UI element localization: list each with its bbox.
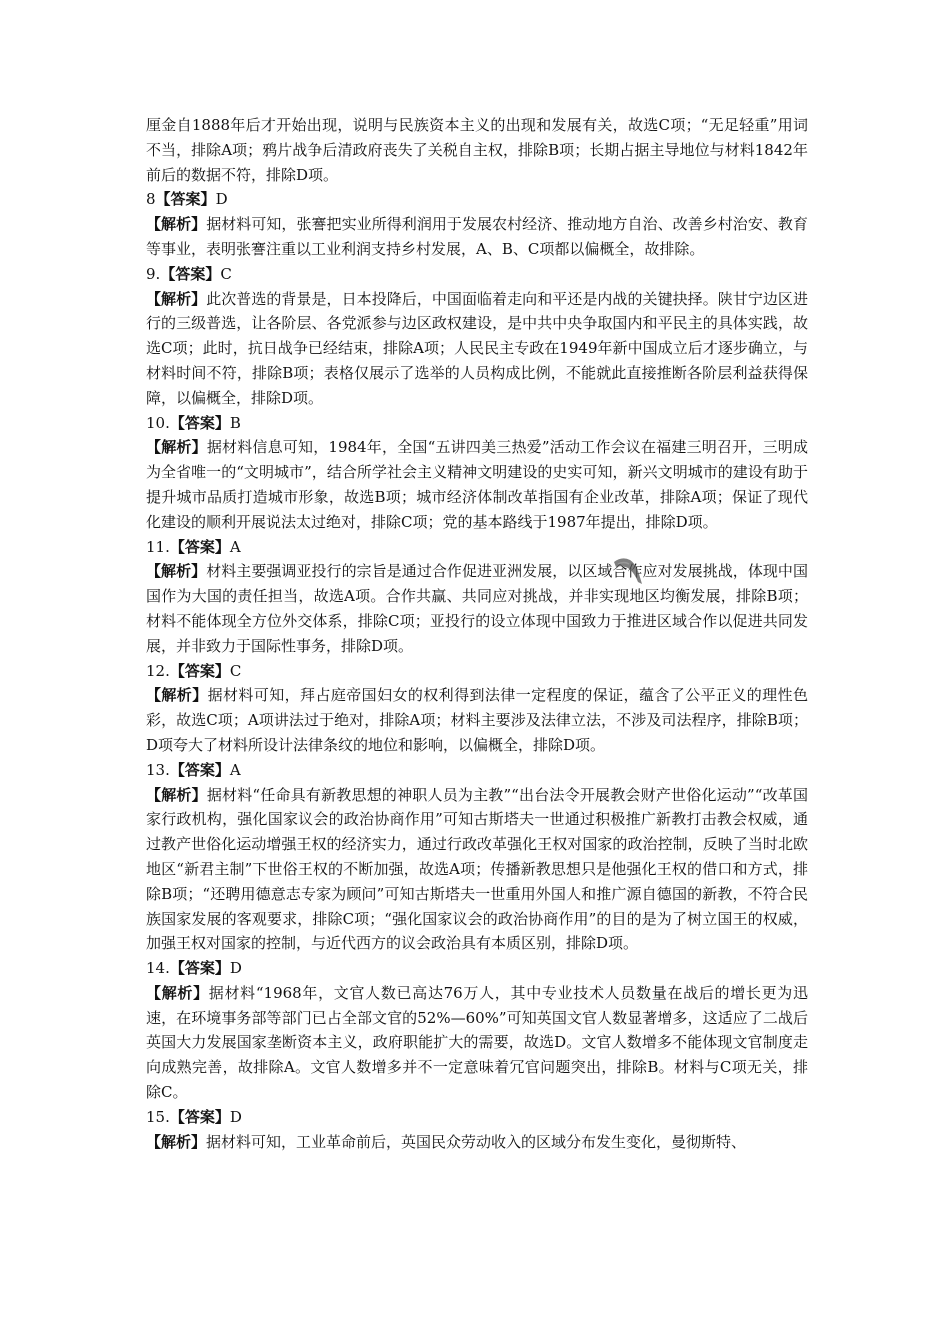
analysis-label: 【解析】 [146, 289, 207, 308]
answer-line-11 [146, 535, 808, 560]
analysis-paragraph-13 [146, 783, 808, 957]
question-number: 9. [146, 264, 161, 283]
analysis-paragraph-12 [146, 683, 808, 757]
question-number: 12. [146, 661, 170, 680]
answer-choice: A [229, 760, 241, 779]
answer-label: 【答案】 [169, 1107, 230, 1126]
analysis-paragraph-14 [146, 981, 808, 1105]
analysis-paragraph-10 [146, 435, 808, 534]
answer-line-12 [146, 659, 808, 684]
answer-choice: D [229, 959, 242, 978]
analysis-label: 【解析】 [146, 215, 207, 234]
answer-label: 【答案】 [169, 413, 230, 432]
analysis-paragraph-11 [146, 559, 808, 658]
analysis-label: 【解析】 [146, 983, 209, 1002]
answer-choice: A [229, 537, 241, 556]
analysis-text: 厘金自1888年后才开始出现，说明与民族资本主义的出现和发展有关，故选C项；“无足轻重”用词不当，排除A项；鸦片战争后清政府丧失了关税自主权，排除B项；长期占据主导地位与材料1842年前后的数据不符，排除D项。 [146, 116, 808, 184]
answer-choice: C [229, 661, 242, 680]
question-number: 8 [146, 190, 156, 209]
answer-analysis-content [146, 113, 808, 1154]
analysis-label: 【解析】 [146, 785, 207, 804]
answer-line-14 [146, 956, 808, 981]
answer-label: 【答案】 [169, 959, 230, 978]
question-number: 11. [146, 537, 170, 556]
analysis-text: 据材料“1968年，文官人数已高达76万人，其中专业技术人员数量在战后的增长更为迅速，在环境事务部等部门已占全部文官的52%—60%”可知英国文官人数显著增多，这适应了二战后英国大力发展国家垄断资本主义，政府职能扩大的需要，故选D。文官人数增多不能体现文官制度走向成熟完善，故排除A。文官人数增多并不一定意味着冗官问题突出，排除B。材料与C项无关，排除C。 [146, 983, 808, 1102]
answer-line-13 [146, 758, 808, 783]
answer-label: 【答案】 [169, 661, 230, 680]
scan-smudge-mark [612, 556, 644, 586]
analysis-paragraph-7 [146, 113, 808, 187]
answer-label: 【答案】 [169, 760, 230, 779]
answer-line-9 [146, 262, 808, 287]
analysis-paragraph-15 [146, 1130, 808, 1155]
analysis-label: 【解析】 [146, 562, 207, 581]
answer-choice: B [229, 413, 241, 432]
analysis-label: 【解析】 [146, 438, 207, 457]
question-number: 14. [146, 959, 170, 978]
analysis-paragraph-8 [146, 212, 808, 262]
analysis-paragraph-9 [146, 287, 808, 411]
answer-line-15 [146, 1105, 808, 1130]
answer-label: 【答案】 [155, 190, 216, 209]
analysis-label: 【解析】 [146, 686, 208, 705]
answer-choice: C [220, 264, 232, 283]
answer-line-10 [146, 411, 808, 436]
analysis-text: 据材料“任命具有新教思想的神职人员为主教”“出台法令开展教会财产世俗化运动”“改革国家行政机构，强化国家议会的政治协商作用”可知古斯塔夫一世通过积极推广新教打击教会权威，通过教产世俗化运动增强王权的经济实力，通过行政改革强化王权对国家的政治控制，反映了当时北欧地区“新君主制”下世俗王权的不断加强，故选A项；传播新教思想只是他强化王权的借口和方式，排除B项；“还聘用德意志专家为顾问”可知古斯塔夫一世重用外国人和推广源自德国的新教，不符合民族国家发展的客观要求，排除C项；“强化国家议会的政治协商作用”的目的是为了树立国王的权威，加强王权对国家的控制，与近代西方的议会政治具有本质区别，排除D项。 [146, 785, 808, 953]
analysis-text: 据材料可知，拜占庭帝国妇女的权利得到法律一定程度的保证，蕴含了公平正义的理性色彩，故选C项；A项讲法过于绝对，排除A项；材料主要涉及法律立法，不涉及司法程序，排除B项；D项夸大了材料所设计法律条纹的地位和影响，以偏概全，排除D项。 [146, 686, 808, 754]
analysis-text: 材料主要强调亚投行的宗旨是通过合作促进亚洲发展，以区域合作应对发展挑战，体现中国国作为大国的责任担当，故选A项。合作共赢、共同应对挑战，并非实现地区均衡发展，排除B项；材料不能体现全方位外交体系，排除C项；亚投行的设立体现中国致力于推进区域合作以促进共同发展，并非致力于国际性事务，排除D项。 [146, 562, 808, 655]
analysis-text: 据材料可知，工业革命前后，英国民众劳动收入的区域分布发生变化，曼彻斯特、 [206, 1132, 747, 1151]
analysis-text: 据材料信息可知，1984年，全国“五讲四美三热爱”活动工作会议在福建三明召开，三明成为全省唯一的“文明城市”，结合所学社会主义精神文明建设的史实可知，新兴文明城市的建设有助于提升城市品质打造城市形象，故选B项；城市经济体制改革指国有企业改革，排除A项；保证了现代化建设的顺利开展说法太过绝对，排除C项；党的基本路线于1987年提出，排除D项。 [146, 438, 808, 531]
answer-choice: D [215, 190, 228, 209]
question-number: 10. [146, 413, 170, 432]
question-number: 15. [146, 1107, 170, 1126]
answer-line-8 [146, 187, 808, 212]
analysis-text: 此次普选的背景是，日本投降后，中国面临着走向和平还是内战的关键抉择。陕甘宁边区进行的三级普选，让各阶层、各党派参与边区政权建设，是中共中央争取国内和平民主的具体实践，故选C项；此时，抗日战争已经结束，排除A项；人民民主专政在1949年新中国成立后才逐步确立，与材料时间不符，排除B项；表格仅展示了选举的人员构成比例，不能就此直接推断各阶层利益获得保障，以偏概全，排除D项。 [146, 289, 808, 407]
analysis-text: 据材料可知，张謇把实业所得利润用于发展农村经济、推动地方自治、改善乡村治安、教育等事业，表明张謇注重以工业利润支持乡村发展，A、B、C项都以偏概全，故排除。 [146, 215, 808, 258]
answer-label: 【答案】 [169, 537, 230, 556]
answer-label: 【答案】 [160, 264, 221, 283]
answer-choice: D [229, 1107, 242, 1126]
question-number: 13. [146, 760, 170, 779]
analysis-label: 【解析】 [146, 1132, 207, 1151]
